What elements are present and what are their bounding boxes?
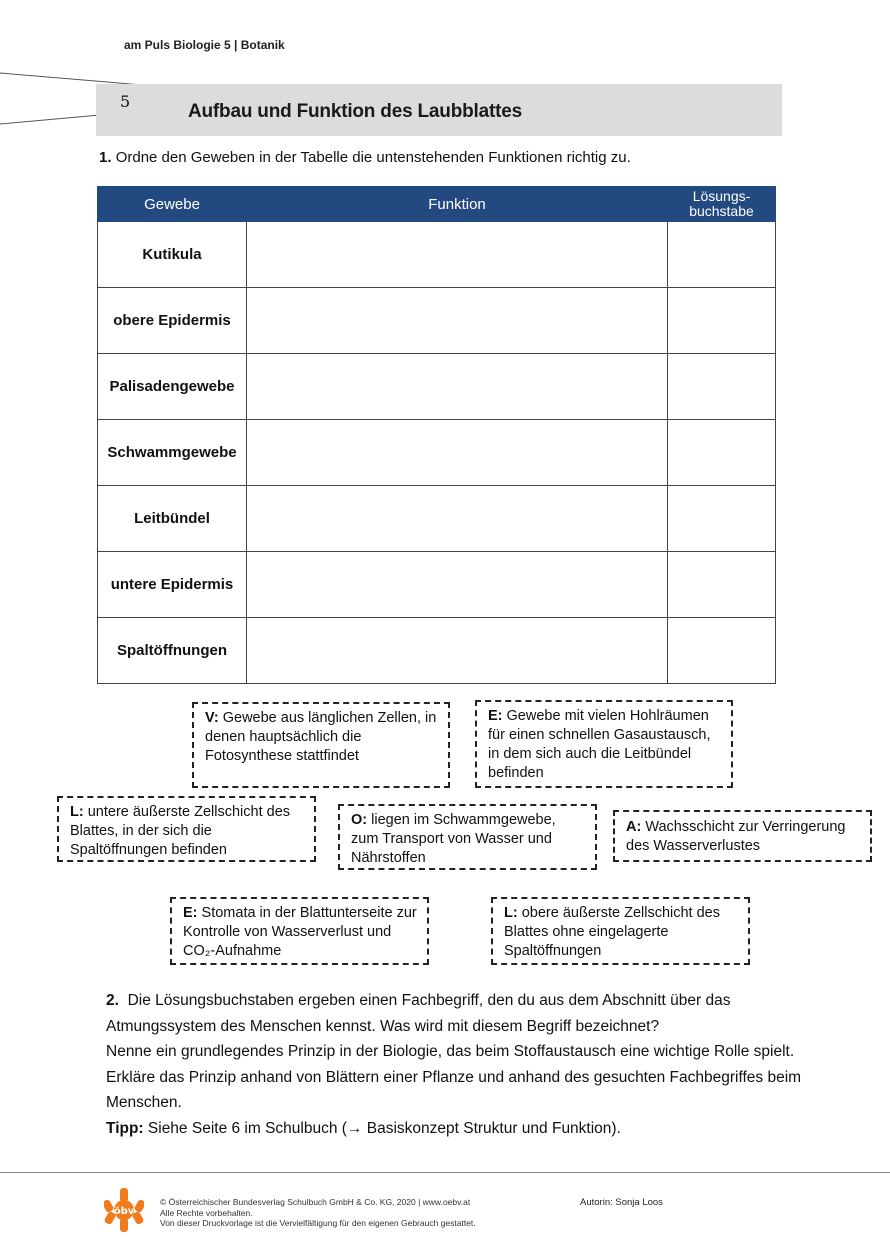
- table-row: [98, 420, 776, 486]
- header-letter-line2: buchstabe: [689, 203, 754, 219]
- copyright-line3: Von dieser Druckvorlage ist die Vervielfältigung für den eigenen Gebrauch gestattet.: [160, 1218, 476, 1228]
- task1-text: Ordne den Geweben in der Tabelle die untenstehenden Funktionen richtig zu.: [115, 149, 631, 166]
- header-tissue: Gewebe: [98, 187, 247, 222]
- card-text: Wachsschicht zur Verringerung des Wasserverlustes: [626, 819, 846, 854]
- copyright-notice: [160, 1197, 476, 1229]
- task2-tip: [106, 1116, 806, 1142]
- tissue-cell: untere Epidermis: [98, 552, 247, 618]
- card-letter: A:: [626, 819, 642, 835]
- function-cell[interactable]: [247, 222, 668, 288]
- table-row: [98, 618, 776, 684]
- table-row: [98, 354, 776, 420]
- function-cell[interactable]: [247, 354, 668, 420]
- task1-number: 1.: [99, 149, 112, 166]
- task2-text1: Die Lösungsbuchstaben ergeben einen Fachbegriff, den du aus dem Abschnitt über das Atmungssystem des Menschen kennst. Was wird mit diesem Begriff bezeichnet?: [106, 992, 731, 1035]
- letter-cell[interactable]: [668, 486, 776, 552]
- task1-instruction: [99, 149, 631, 166]
- logo-text: öbv: [113, 1206, 135, 1217]
- card-text: liegen im Schwammgewebe, zum Transport von Wasser und Nährstoffen: [351, 812, 556, 866]
- footer-divider: [0, 1172, 890, 1173]
- header-decoration-lines: [0, 0, 890, 160]
- tip-text: Siehe Seite 6 im Schulbuch (→ Basiskonzept Struktur und Funktion).: [147, 1119, 621, 1137]
- function-card[interactable]: [338, 804, 597, 870]
- table-header-row: [98, 187, 776, 222]
- tissue-cell: Kutikula: [98, 222, 247, 288]
- task2: [106, 988, 806, 1141]
- tissue-cell: Spaltöffnungen: [98, 618, 247, 684]
- copyright-line2: Alle Rechte vorbehalten.: [160, 1207, 253, 1218]
- task2-number: 2.: [106, 992, 119, 1009]
- table-row: [98, 222, 776, 288]
- function-cell[interactable]: [247, 420, 668, 486]
- card-text: Stomata in der Blattunterseite zur Kontrolle von Wasserverlust und CO₂-Aufnahme: [183, 905, 417, 959]
- function-cell[interactable]: [247, 618, 668, 684]
- page-title: Aufbau und Funktion des Laubblattes: [188, 101, 522, 122]
- function-cell[interactable]: [247, 288, 668, 354]
- card-text: Gewebe aus länglichen Zellen, in denen hauptsächlich die Fotosynthese stattfindet: [205, 710, 437, 764]
- letter-cell[interactable]: [668, 618, 776, 684]
- letter-cell[interactable]: [668, 222, 776, 288]
- tissue-cell: obere Epidermis: [98, 288, 247, 354]
- card-letter: L:: [504, 905, 518, 921]
- card-text: Gewebe mit vielen Hohlräumen für einen schnellen Gasaustausch, in dem sich auch die Leitbündel befinden: [488, 708, 711, 781]
- table-row: [98, 486, 776, 552]
- function-card[interactable]: [613, 810, 872, 862]
- function-card[interactable]: [57, 796, 316, 862]
- letter-cell[interactable]: [668, 288, 776, 354]
- oebv-logo-icon: [104, 1188, 144, 1232]
- table-row: [98, 288, 776, 354]
- copyright-line1: © Österreichischer Bundesverlag Schulbuch GmbH & Co. KG, 2020 | www.oebv.at: [160, 1197, 471, 1207]
- header-function: Funktion: [247, 187, 668, 222]
- tissue-table: [97, 186, 776, 684]
- task2-part1: [106, 988, 806, 1039]
- book-header: am Puls Biologie 5 | Botanik: [124, 38, 285, 52]
- chapter-number: 5: [120, 92, 131, 111]
- function-card[interactable]: [491, 897, 750, 965]
- function-card[interactable]: [475, 700, 733, 788]
- function-cell[interactable]: [247, 552, 668, 618]
- card-letter: O:: [351, 812, 368, 828]
- card-letter: L:: [70, 804, 84, 820]
- card-text: obere äußerste Zellschicht des Blattes ohne eingelagerte Spaltöffnungen: [504, 905, 720, 959]
- header-letter: [668, 187, 776, 222]
- function-card[interactable]: [170, 897, 429, 965]
- tissue-cell: Schwammgewebe: [98, 420, 247, 486]
- task2-text2: Nenne ein grundlegendes Prinzip in der Biologie, das beim Stoffaustausch eine wichtige Rolle spielt. Erkläre das Prinzip anhand von Blättern einer Pflanze und anhand des gesuchten Fachbegriffes beim Menschen.: [106, 1043, 802, 1111]
- card-letter: V:: [205, 710, 219, 726]
- tissue-cell: Leitbündel: [98, 486, 247, 552]
- letter-cell[interactable]: [668, 552, 776, 618]
- author: Autorin: Sonja Loos: [580, 1197, 663, 1208]
- card-text: untere äußerste Zellschicht des Blattes, in der sich die Spaltöffnungen befinden: [70, 804, 291, 858]
- tissue-cell: Palisadengewebe: [98, 354, 247, 420]
- header-letter-line1: Lösungs-: [692, 188, 751, 204]
- tip-label: Tipp:: [106, 1119, 144, 1137]
- card-letter: E:: [183, 905, 198, 921]
- letter-cell[interactable]: [668, 420, 776, 486]
- table-row: [98, 552, 776, 618]
- function-cell[interactable]: [247, 486, 668, 552]
- function-card[interactable]: [192, 702, 450, 788]
- card-letter: E:: [488, 708, 503, 724]
- letter-cell[interactable]: [668, 354, 776, 420]
